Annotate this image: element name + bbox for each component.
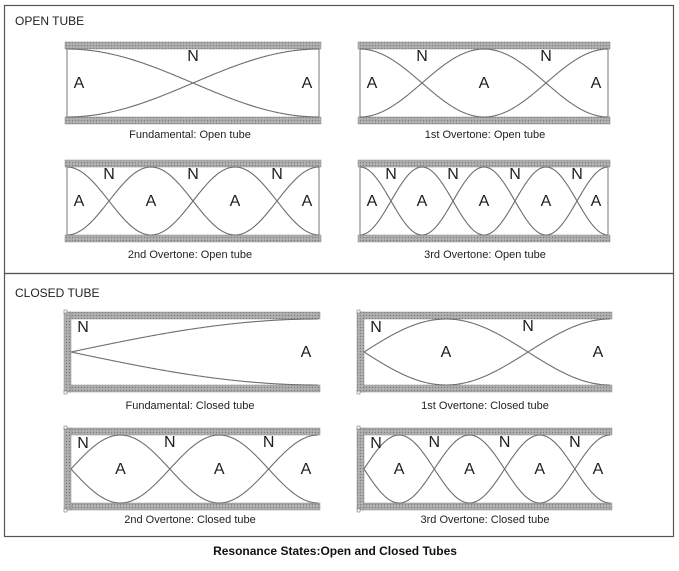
antinode-label: A bbox=[534, 461, 546, 478]
antinode-label: A bbox=[300, 461, 312, 478]
antinode-label: A bbox=[540, 193, 552, 210]
antinode-label: A bbox=[590, 193, 602, 210]
node-label: N bbox=[428, 434, 441, 451]
antinode-label: A bbox=[229, 193, 241, 210]
end-marker bbox=[357, 310, 360, 313]
tube-closed-end bbox=[357, 312, 364, 392]
panel-open-fundamental bbox=[65, 42, 321, 141]
node-label: N bbox=[103, 166, 115, 183]
standing-wave-lower bbox=[71, 352, 318, 385]
node-label: N bbox=[262, 434, 275, 451]
tube-wall-bottom bbox=[358, 117, 610, 124]
tube-wall-bottom bbox=[65, 117, 321, 124]
antinode-label: A bbox=[366, 75, 378, 92]
end-marker bbox=[64, 426, 67, 429]
antinode-label: A bbox=[301, 75, 313, 92]
antinode-label: A bbox=[300, 344, 312, 361]
antinode-label: A bbox=[115, 461, 126, 478]
end-marker bbox=[64, 391, 67, 394]
antinode-label: A bbox=[393, 461, 405, 478]
end-marker bbox=[357, 391, 360, 394]
panel-caption: Fundamental: Closed tube bbox=[125, 400, 255, 412]
panel-closed-3rd-overtone bbox=[357, 426, 612, 526]
tube-wall-bottom bbox=[359, 503, 612, 510]
node-label: N bbox=[416, 48, 428, 65]
node-label: N bbox=[569, 434, 581, 451]
antinode-label: A bbox=[590, 75, 602, 92]
section-title-open: OPEN TUBE bbox=[15, 14, 85, 28]
panel-caption: Fundamental: Open tube bbox=[129, 129, 251, 141]
antinode-label: A bbox=[73, 193, 85, 210]
antinode-label: A bbox=[592, 461, 604, 478]
panel-caption: 2nd Overtone: Open tube bbox=[127, 249, 253, 261]
tube-wall-bottom bbox=[66, 503, 320, 510]
antinode-label: A bbox=[301, 193, 313, 210]
antinode-label: A bbox=[366, 193, 378, 210]
panel-open-2nd-overtone bbox=[65, 160, 321, 261]
panel-closed-fundamental bbox=[64, 310, 320, 412]
standing-wave-upper bbox=[71, 319, 318, 352]
node-label: N bbox=[571, 166, 583, 183]
tube-wall-top bbox=[66, 428, 320, 435]
panel-open-3rd-overtone bbox=[358, 160, 610, 261]
antinode-label: A bbox=[73, 75, 85, 92]
tube-closed-end bbox=[357, 428, 364, 510]
antinode-label: A bbox=[416, 193, 428, 210]
tube-closed-end bbox=[64, 312, 71, 392]
antinode-label: A bbox=[464, 461, 475, 478]
tube-closed-end bbox=[64, 428, 71, 510]
panel-caption: 1st Overtone: Open tube bbox=[424, 129, 546, 141]
tube-wall-bottom bbox=[65, 235, 321, 242]
panel-open-1st-overtone bbox=[358, 42, 610, 141]
antinode-label: A bbox=[478, 193, 490, 210]
tube-wall-top bbox=[359, 312, 612, 319]
tube-wall-bottom bbox=[358, 235, 610, 242]
node-label: N bbox=[77, 319, 89, 336]
figure-title: Resonance States:Open and Closed Tubes bbox=[213, 544, 457, 558]
antinode-label: A bbox=[592, 344, 604, 361]
node-label: N bbox=[187, 48, 199, 65]
tube-wall-top bbox=[358, 42, 610, 49]
panel-closed-1st-overtone bbox=[357, 310, 612, 412]
node-label: N bbox=[370, 319, 382, 336]
antinode-label: A bbox=[478, 75, 490, 92]
antinode-label: A bbox=[440, 344, 452, 361]
end-marker bbox=[357, 426, 360, 429]
panel-caption: 3rd Overtone: Closed tube bbox=[420, 514, 550, 526]
node-label: N bbox=[447, 166, 459, 183]
node-label: N bbox=[164, 434, 176, 451]
node-label: N bbox=[540, 48, 552, 65]
node-label: N bbox=[498, 434, 511, 451]
antinode-label: A bbox=[213, 461, 225, 478]
node-label: N bbox=[271, 166, 283, 183]
panel-closed-2nd-overtone bbox=[64, 426, 320, 526]
section-title-closed: CLOSED TUBE bbox=[15, 286, 100, 300]
end-marker bbox=[64, 509, 67, 512]
tube-wall-bottom bbox=[359, 385, 612, 392]
panel-caption: 3rd Overtone: Open tube bbox=[424, 249, 546, 261]
node-label: N bbox=[522, 318, 534, 335]
tube-wall-top bbox=[66, 312, 320, 319]
tube-wall-bottom bbox=[66, 385, 320, 392]
panel-caption: 2nd Overtone: Closed tube bbox=[124, 514, 256, 526]
node-label: N bbox=[509, 166, 521, 183]
node-label: N bbox=[77, 435, 89, 452]
antinode-label: A bbox=[145, 193, 157, 210]
node-label: N bbox=[385, 166, 397, 183]
node-label: N bbox=[187, 166, 199, 183]
panel-caption: 1st Overtone: Closed tube bbox=[421, 400, 549, 412]
node-label: N bbox=[370, 435, 382, 452]
end-marker bbox=[357, 509, 360, 512]
end-marker bbox=[64, 310, 67, 313]
